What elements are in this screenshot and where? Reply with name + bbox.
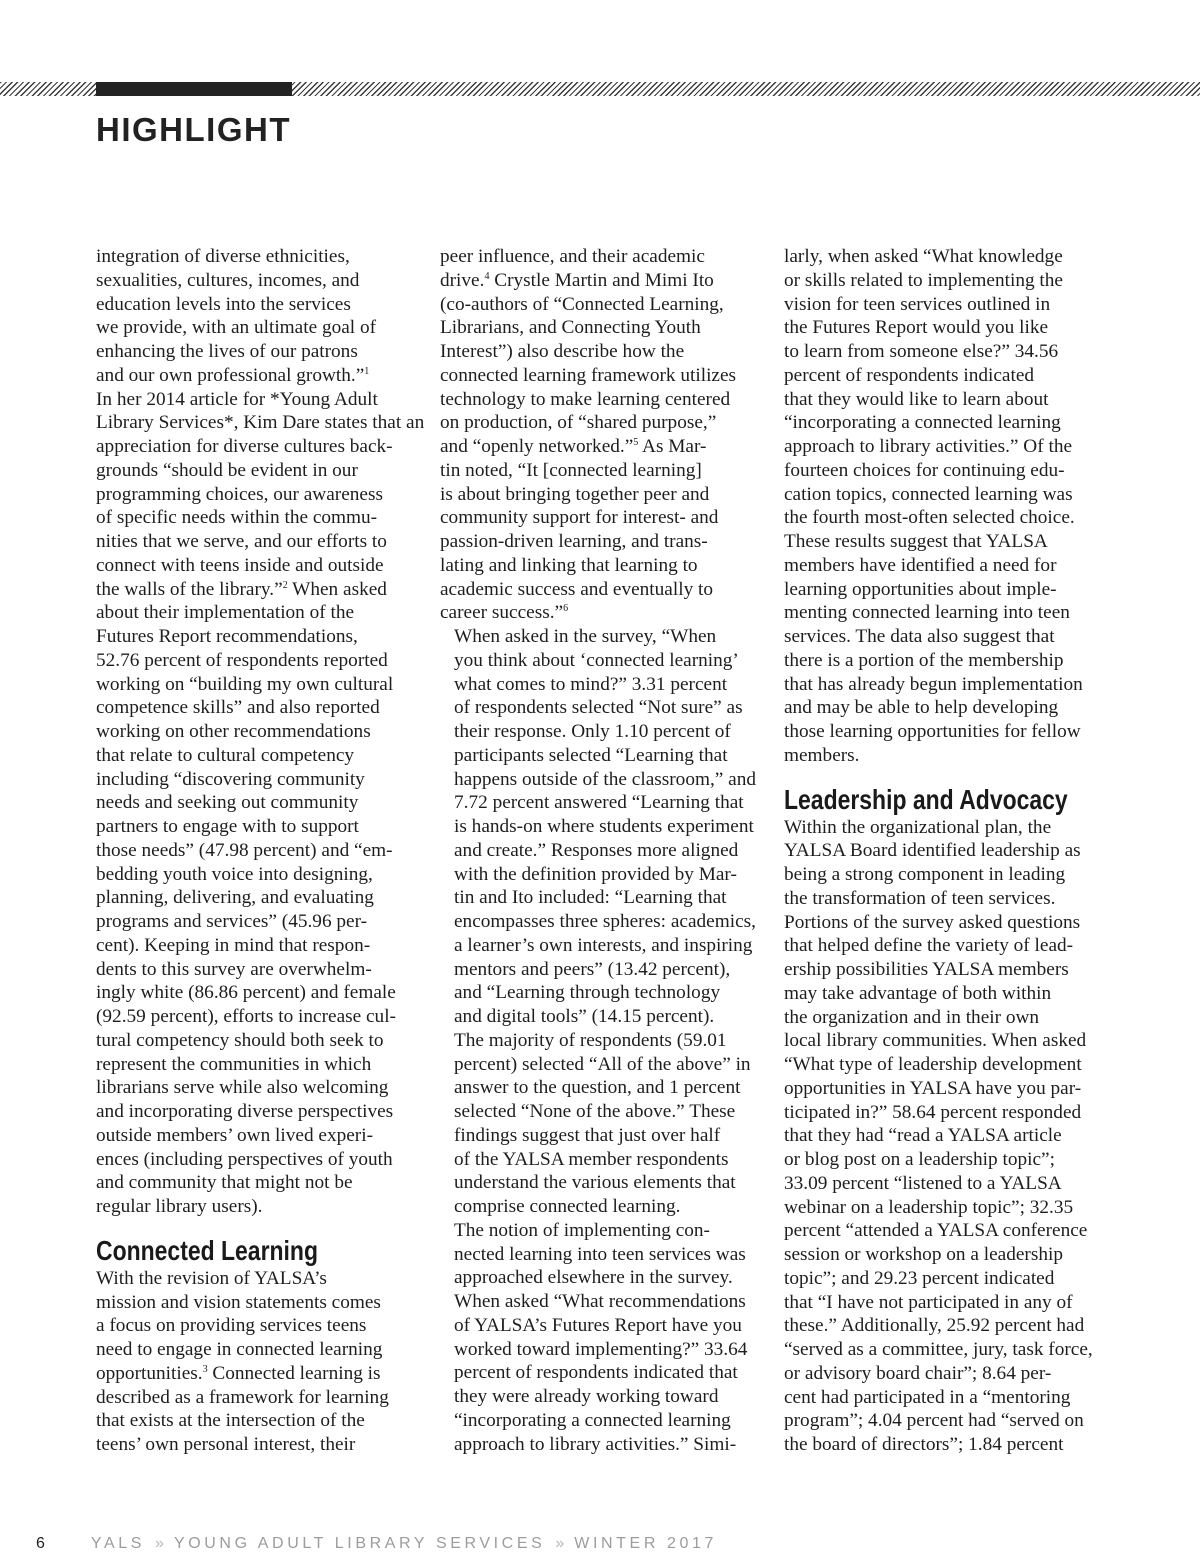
section-label: HIGHLIGHT — [96, 111, 291, 148]
journal-name: YOUNG ADULT LIBRARY SERVICES — [173, 1535, 546, 1552]
text-line: and digital tools” (14.15 percent). — [454, 1006, 715, 1027]
text-line: that has already begun implementation — [784, 673, 1083, 695]
text-line: or blog post on a leadership topic”; — [784, 1149, 1055, 1170]
paragraph — [784, 245, 1114, 768]
text-line: a focus on providing services teens — [96, 1315, 367, 1337]
text-line: comprise connected learning. — [454, 1196, 681, 1217]
text-line: “incorporating a connected learning — [454, 1409, 731, 1431]
text-line: that helped define the variety of lead- — [784, 935, 1074, 957]
text-line: academic success and eventually to — [440, 578, 714, 600]
text-line: and may be able to help developing — [784, 697, 1059, 719]
text-line: their response. Only 1.10 percent of — [454, 721, 731, 742]
text-line: about their implementation of the — [96, 602, 355, 624]
text-line: topic”; and 29.23 percent indicated — [784, 1267, 1055, 1289]
text-line: and create.” Responses more aligned — [454, 839, 739, 861]
text-line: worked toward implementing?” 33.64 — [454, 1338, 748, 1360]
text-line: working on other recommendations — [96, 721, 371, 742]
text-line: Futures Report recommendations, — [96, 626, 358, 647]
text-line: peer influence, and their academic — [440, 246, 705, 267]
text-line: Interest”) also describe how the — [440, 341, 685, 362]
text-line: cent). Keeping in mind that respon- — [96, 934, 371, 956]
text-line: tin and Ito included: “Learning that — [454, 887, 727, 909]
text-line: represent the communities in which — [96, 1053, 372, 1075]
text-line: drive.$^4$ Crystle Martin and Mimi Ito — [440, 269, 714, 291]
text-line: 7.72 percent answered “Learning that — [454, 792, 744, 814]
text-line: technology to make learning centered — [440, 388, 731, 410]
text-line: services. The data also suggest that — [784, 626, 1055, 647]
text-line: learning opportunities about imple- — [784, 578, 1057, 600]
page-number: 6 — [36, 1535, 45, 1552]
column-1 — [96, 245, 425, 1457]
text-line: sexualities, cultures, incomes, and — [96, 269, 360, 291]
text-line: members have identified a need for — [784, 554, 1057, 576]
text-line: enhancing the lives of our patrons — [96, 341, 358, 362]
text-line: opportunities in YALSA have you par- — [784, 1077, 1082, 1099]
text-line: the walls of the library.”$^2$ When asked — [96, 578, 387, 600]
text-line: vision for teen services outlined in — [784, 293, 1051, 315]
text-line: and “openly networked.”$^5$ As Mar- — [440, 436, 707, 457]
text-line: participants selected “Learning that — [454, 744, 728, 766]
text-line: Librarians, and Connecting Youth — [440, 317, 701, 339]
text-line: there is a portion of the membership — [784, 649, 1064, 671]
text-line: mentors and peers” (13.42 percent), — [454, 958, 731, 980]
text-line: you think about ‘connected learning’ — [454, 649, 739, 671]
text-line: cent had participated in a “mentoring — [784, 1386, 1071, 1408]
text-line: those learning opportunities for fellow — [784, 721, 1081, 742]
text-line: with the definition provided by Mar- — [454, 863, 737, 885]
text-line: Library Services*, Kim Dare states that an — [96, 412, 425, 434]
text-line: approach to library activities.” Simi- — [454, 1433, 737, 1455]
text-line: the transformation of teen services. — [784, 887, 1056, 909]
text-line: program”; 4.04 percent had “served on — [784, 1410, 1084, 1432]
section-heading: Leadership and Advocacy — [784, 783, 1068, 815]
text-line: needs and seeking out community — [96, 792, 359, 814]
text-line: (co-authors of “Connected Learning, — [440, 293, 724, 315]
text-line: and our own professional growth.”$^1$ — [96, 364, 370, 386]
text-line: need to engage in connected learning — [96, 1339, 383, 1360]
text-line: nected learning into teen services was — [454, 1243, 746, 1265]
text-line: integration of diverse ethnicities, — [96, 246, 350, 267]
text-line: passion-driven learning, and trans- — [440, 531, 708, 552]
text-line: When asked “What recommendations — [454, 1291, 746, 1312]
text-line: local library communities. When asked — [784, 1030, 1087, 1052]
text-line: webinar on a leadership topic”; 32.35 — [784, 1196, 1074, 1218]
text-line: of respondents selected “Not sure” as — [454, 697, 743, 719]
text-line: nities that we serve, and our efforts to — [96, 531, 387, 552]
paragraph — [96, 1267, 422, 1457]
text-line: These results suggest that YALSA — [784, 531, 1048, 552]
text-line: programs and services” (45.96 per- — [96, 911, 368, 932]
text-line: we provide, with an ultimate goal of — [96, 317, 377, 339]
text-line: connect with teens inside and outside — [96, 554, 384, 576]
text-line: those needs” (47.98 percent) and “em- — [96, 839, 393, 861]
text-line: ences (including perspectives of youth — [96, 1148, 393, 1170]
text-line: education levels into the services — [96, 293, 351, 315]
text-line: YALSA Board identified leadership as — [784, 840, 1081, 862]
text-line: bedding youth voice into designing, — [96, 863, 373, 885]
text-line: of specific needs within the commu- — [96, 507, 378, 529]
text-line: being a strong component in leading — [784, 864, 1066, 885]
text-line: tin noted, “It [connected learning] — [440, 459, 702, 481]
text-line: “served as a committee, jury, task force, — [784, 1339, 1093, 1360]
journal-abbreviation: YALS — [90, 1535, 146, 1552]
text-line: career success.”$^6$ — [440, 602, 569, 624]
text-line: teens’ own personal interest, their — [96, 1434, 356, 1455]
text-line: lating and linking that learning to — [440, 554, 698, 576]
text-line: members. — [784, 744, 860, 766]
text-line: they were already working toward — [454, 1386, 719, 1407]
text-line: approach to library activities.” Of the — [784, 436, 1073, 457]
text-line: approached elsewhere in the survey. — [454, 1267, 733, 1289]
text-line: selected “None of the above.” These — [454, 1101, 736, 1122]
footer-separator: » — [155, 1535, 164, 1552]
text-line: understand the various elements that — [454, 1172, 736, 1194]
text-line: session or workshop on a leadership — [784, 1244, 1063, 1265]
text-line: outside members’ own lived experi- — [96, 1124, 373, 1146]
text-line: and community that might not be — [96, 1172, 353, 1194]
text-line: is hands-on where students experiment — [454, 816, 754, 837]
text-line: Within the organizational plan, the — [784, 816, 1052, 838]
text-line: librarians serve while also welcoming — [96, 1077, 389, 1099]
text-line: 52.76 percent of respondents reported — [96, 649, 388, 671]
text-line: percent of respondents indicated that — [454, 1362, 738, 1384]
text-line: When asked in the survey, “When — [454, 626, 717, 647]
text-line: fourteen choices for continuing edu- — [784, 459, 1065, 481]
text-line: the board of directors”; 1.84 percent — [784, 1434, 1064, 1455]
text-line: partners to engage with to support — [96, 816, 359, 837]
text-line: “incorporating a connected learning — [784, 412, 1061, 434]
text-line: mission and vision statements comes — [96, 1291, 381, 1313]
text-line: encompasses three spheres: academics, — [454, 911, 756, 932]
column-3 — [784, 245, 1114, 1457]
text-line: happens outside of the classroom,” and — [454, 768, 756, 790]
text-line: planning, delivering, and evaluating — [96, 887, 374, 909]
text-line: percent “attended a YALSA conference — [784, 1220, 1088, 1242]
text-line: a learner’s own interests, and inspiring — [454, 934, 753, 956]
paragraph — [440, 245, 766, 625]
paragraph — [440, 625, 766, 1456]
text-line: community support for interest- and — [440, 507, 719, 529]
text-line: or advisory board chair”; 8.64 per- — [784, 1362, 1052, 1384]
text-line: of YALSA’s Futures Report have you — [454, 1314, 742, 1336]
text-line: may take advantage of both within — [784, 982, 1052, 1004]
text-line: ticipated in?” 58.64 percent responded — [784, 1101, 1082, 1123]
text-line: on production, of “shared purpose,” — [440, 412, 717, 434]
text-line: dents to this survey are overwhelm- — [96, 958, 372, 980]
text-line: of the YALSA member respondents — [454, 1148, 729, 1170]
text-line: described as a framework for learning — [96, 1386, 389, 1408]
text-line: “What type of leadership development — [784, 1054, 1082, 1075]
text-line: connected learning framework utilizes — [440, 364, 737, 386]
text-line: answer to the question, and 1 percent — [454, 1077, 741, 1099]
text-line: what comes to mind?” 3.31 percent — [454, 673, 728, 695]
text-line: the Futures Report would you like — [784, 317, 1049, 339]
text-line: The notion of implementing con- — [454, 1219, 710, 1241]
paragraph — [96, 245, 425, 1219]
text-line: or skills related to implementing the — [784, 269, 1063, 291]
text-line: the fourth most-often selected choice. — [784, 507, 1075, 529]
text-line: findings suggest that just over half — [454, 1124, 721, 1146]
text-line: tural competency should both seek to — [96, 1029, 384, 1051]
text-line: that relate to cultural competency — [96, 744, 355, 766]
section-heading: Connected Learning — [96, 1234, 318, 1266]
text-line: the organization and in their own — [784, 1006, 1040, 1028]
text-line: that they had “read a YALSA article — [784, 1125, 1062, 1147]
header-accent-bar — [96, 82, 292, 96]
text-line: competence skills” and also reported — [96, 697, 380, 719]
text-line: that exists at the intersection of the — [96, 1410, 365, 1432]
text-line: percent of respondents indicated — [784, 364, 1035, 386]
text-line: ingly white (86.86 percent) and female — [96, 982, 396, 1004]
text-line: grounds “should be evident in our — [96, 459, 358, 481]
text-line: percent) selected “All of the above” in — [454, 1053, 751, 1075]
column-2 — [440, 245, 766, 1456]
text-line: to learn from someone else?” 34.56 — [784, 341, 1059, 362]
text-line: appreciation for diverse cultures back- — [96, 436, 393, 457]
text-line: and “Learning through technology — [454, 982, 721, 1004]
text-line: that they would like to learn about — [784, 388, 1049, 410]
text-line: including “discovering community — [96, 768, 365, 790]
text-line: is about bringing together peer and — [440, 483, 710, 505]
text-line: Portions of the survey asked questions — [784, 911, 1081, 933]
text-line: working on “building my own cultural — [96, 673, 394, 695]
text-line: ership possibilities YALSA members — [784, 959, 1069, 980]
text-line: cation topics, connected learning was — [784, 483, 1073, 505]
text-line: With the revision of YALSA’s — [96, 1267, 327, 1289]
text-line: 33.09 percent “listened to a YALSA — [784, 1172, 1062, 1194]
page-footer — [36, 1535, 1200, 1553]
text-line: that “I have not participated in any of — [784, 1291, 1073, 1313]
paragraph — [784, 816, 1114, 1457]
text-line: regular library users). — [96, 1196, 263, 1217]
text-line: (92.59 percent), efforts to increase cul- — [96, 1006, 396, 1027]
issue-date: WINTER 2017 — [574, 1535, 718, 1552]
text-line: and incorporating diverse perspectives — [96, 1101, 394, 1122]
footer-separator: » — [555, 1535, 565, 1552]
text-line: opportunities.$^3$ Connected learning is — [96, 1362, 381, 1384]
text-line: The majority of respondents (59.01 — [454, 1029, 727, 1051]
text-line: programming choices, our awareness — [96, 483, 383, 505]
text-line: menting connected learning into teen — [784, 602, 1070, 624]
text-line: these.” Additionally, 25.92 percent had — [784, 1315, 1085, 1337]
text-line: In her 2014 article for *Young Adult — [96, 388, 378, 410]
text-line: larly, when asked “What knowledge — [784, 246, 1063, 267]
